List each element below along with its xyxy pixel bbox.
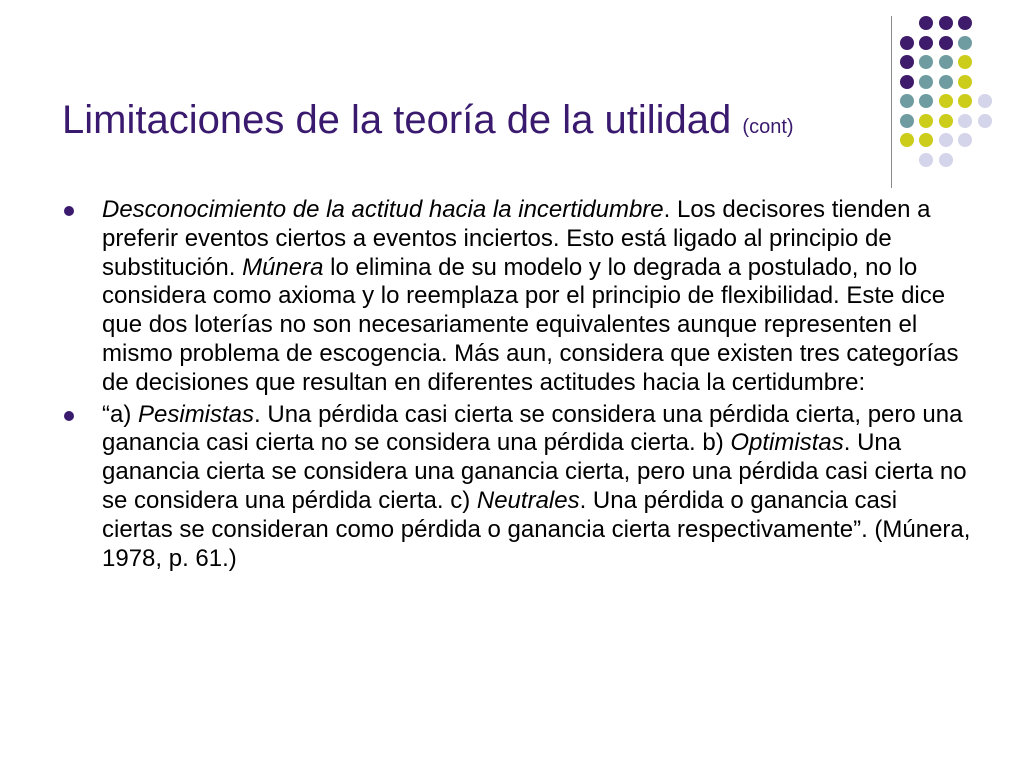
dot-lavender xyxy=(978,94,992,108)
dot-lavender xyxy=(978,114,992,128)
body-text: . Una pérdida casi cierta se considera una pérdida cierta, pero una ganancia casi cierta no se considera una pérdida cierta. b) xyxy=(102,400,963,457)
body-text: “a) xyxy=(102,400,138,428)
dot-purple xyxy=(919,16,933,30)
dot-lavender xyxy=(939,133,953,147)
dot-teal xyxy=(958,36,972,50)
slide-title-suffix: (cont) xyxy=(742,116,794,138)
dot-yellow xyxy=(939,114,953,128)
emphasis-text: Neutrales xyxy=(476,486,580,514)
dot-purple xyxy=(958,16,972,30)
dot-teal xyxy=(939,55,953,69)
bullet-item xyxy=(62,196,972,398)
dot-purple xyxy=(939,36,953,50)
dot-lavender xyxy=(958,133,972,147)
body-text: . Los decisores tienden a preferir eventos ciertos a eventos inciertos. Esto está ligado al principio de substitución. xyxy=(102,196,931,281)
emphasis-text: Múnera xyxy=(242,253,324,281)
slide-title xyxy=(62,98,794,142)
emphasis-text: Desconocimiento de la actitud hacia la incertidumbre xyxy=(102,196,664,223)
dot-lavender xyxy=(939,153,953,167)
dot-yellow xyxy=(919,133,933,147)
dot-purple xyxy=(900,75,914,89)
dot-teal xyxy=(900,114,914,128)
dot-yellow xyxy=(900,133,914,147)
dot-yellow xyxy=(939,94,953,108)
dot-purple xyxy=(939,16,953,30)
dot-teal xyxy=(919,55,933,69)
body-text: lo elimina de su modelo y lo degrada a postulado, no lo considera como axioma y lo reemplaza por el principio de flexibilidad. Este dice que dos loterías no son necesariamente equivalentes aunque representen el mismo problema de escogencia. Más aun, considera que existen tres categorías de decisiones que resultan en diferentes actitudes hacia la certidumbre: xyxy=(102,253,959,396)
title-divider xyxy=(891,16,892,188)
dot-teal xyxy=(939,75,953,89)
body-text: . Una ganancia cierta se considera una ganancia cierta, pero una pérdida casi cierta no se considera una pérdida cierta. c) xyxy=(102,429,967,514)
slide-title-main: Limitaciones de la teoría de la utilidad xyxy=(62,98,732,142)
emphasis-text: Optimistas xyxy=(730,429,844,457)
dot-teal xyxy=(900,94,914,108)
dot-purple xyxy=(919,36,933,50)
bullet-item xyxy=(62,401,972,574)
bullet-dot-icon xyxy=(64,206,74,216)
dot-teal xyxy=(919,94,933,108)
dot-purple xyxy=(900,55,914,69)
dot-yellow xyxy=(958,94,972,108)
dot-lavender xyxy=(958,114,972,128)
dot-lavender xyxy=(919,153,933,167)
dot-teal xyxy=(919,75,933,89)
emphasis-text: Pesimistas xyxy=(138,400,255,428)
dot-purple xyxy=(900,36,914,50)
bullet-list xyxy=(62,196,972,576)
dot-yellow xyxy=(958,75,972,89)
body-text: . Una pérdida o ganancia casi ciertas se consideran como pérdida o ganancia cierta respectivamente”. (Múnera, 1978, p. 61.) xyxy=(102,486,971,572)
bullet-dot-icon xyxy=(64,411,74,421)
dot-yellow xyxy=(919,114,933,128)
dot-yellow xyxy=(958,55,972,69)
